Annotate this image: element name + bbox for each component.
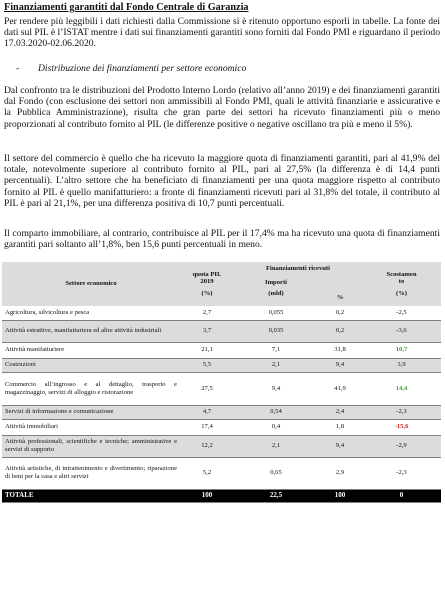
cell-pil: 27,5 — [201, 384, 213, 392]
subheading-text: Distribuzione dei finanziamenti per settore economico — [38, 63, 247, 74]
cell-pct: 31,8 — [334, 346, 346, 354]
cell-importi: 2,1 — [234, 358, 318, 372]
table-row — [2, 457, 441, 489]
table-row — [2, 419, 441, 435]
table-row — [2, 342, 441, 358]
paragraph-2: Il settore del commercio è quello che ha ricevuto la maggiore quota di finanziamenti garantiti, pari al 41,9% del totale, notevolmente superiore al contributo fornito al PIL, pari al 27,5% (la differenza è di 14,4 punti percentuali). L’altro settore che ha beneficiato di finanziamenti per una quota maggiore rispetto al contributo fornito al PIL è quello manifatturiero: a fronte di finanziamenti ricevuti pari al 31,8% del totale, il contributo al PIL è pari al 21,1%, per una differenza positiva di 10,7 punti percentuali. — [4, 153, 440, 209]
table-row — [2, 435, 441, 457]
header-importi-unit: (mld) — [234, 290, 318, 306]
header-importi: Importi — [234, 276, 318, 290]
table-row — [2, 320, 441, 342]
cell-sector: Commercio all’ingrosso e al dettaglio, trasporto e magazzinaggio, servizi di alloggio e ristorazione — [5, 380, 177, 396]
cell-scost: -2,9 — [362, 435, 441, 457]
total-row — [2, 489, 441, 502]
positive-deviation: 14,4 — [395, 384, 408, 392]
cell-pil: 5,5 — [180, 358, 234, 372]
cell-pil: 2,7 — [202, 308, 212, 316]
cell-scost — [362, 419, 441, 435]
header-sector: Settore economico — [2, 262, 180, 306]
table-row — [2, 405, 441, 419]
cell-pil: 21,1 — [201, 346, 213, 354]
table-row — [2, 306, 441, 320]
financing-table — [2, 262, 441, 503]
cell-importi: 7,1 — [271, 346, 281, 354]
cell-pct: 0,2 — [335, 308, 345, 316]
table-body — [2, 306, 441, 502]
cell-scost: -2,3 — [396, 469, 407, 477]
header-quota-pil-unit: (%) — [201, 289, 213, 297]
cell-sector: Attività professionali, scientifiche e tecniche; amministrative e servizi di supporto — [2, 435, 180, 457]
cell-sector: Attività estrattive, manifatturiera ed altre attività industriali — [2, 320, 180, 342]
negative-deviation: -15,6 — [394, 423, 409, 431]
cell-sector: Attività manifatturiere — [5, 346, 65, 354]
cell-scost: -3,6 — [362, 320, 441, 342]
cell-scost — [362, 372, 441, 405]
cell-pil: 5,2 — [202, 469, 212, 477]
cell-importi: 0,035 — [234, 320, 318, 342]
total-pil: 100 — [180, 489, 234, 502]
header-financing-group: Finanziamenti ricevuti — [234, 262, 362, 276]
cell-scost: -2,3 — [362, 405, 441, 419]
table-row — [2, 372, 441, 405]
cell-sector: Attività immobiliari — [5, 423, 58, 431]
cell-pil: 3,7 — [180, 320, 234, 342]
cell-pil: 4,7 — [180, 405, 234, 419]
section-title: Finanziamenti garantiti dal Fondo Centrale di Garanzia — [4, 2, 249, 13]
header-scostamento — [362, 262, 441, 306]
total-scost: 0 — [362, 489, 441, 502]
financing-table-wrapper — [2, 262, 441, 503]
cell-sector: Costruzioni — [2, 358, 180, 372]
cell-importi: 0,54 — [234, 405, 318, 419]
cell-scost: 3,9 — [362, 358, 441, 372]
cell-pct: 1,8 — [335, 423, 345, 431]
positive-deviation: 10,7 — [395, 346, 408, 354]
cell-sector: Agricoltura, silvicoltura e pesca — [5, 308, 90, 316]
header-quota-pil-label: quota PIL — [192, 270, 222, 278]
table-row — [2, 358, 441, 372]
total-label: TOTALE — [2, 489, 180, 502]
paragraph-3: Il comparto immobiliare, al contrario, contribuisce al PIL per il 17,4% ma ha ricevuto una quota di finanziamenti garantiti pari soltanto all’1,8%, ben 15,6 punti percentuali in meno. — [4, 228, 440, 251]
header-quota-pil-year: 2019 — [200, 278, 214, 286]
cell-sector: Servizi di informazione e comunicazione — [2, 405, 180, 419]
cell-scost: -2,5 — [396, 308, 407, 316]
cell-pil: 12,2 — [180, 435, 234, 457]
header-quota-pil — [180, 262, 234, 306]
cell-importi: 0,4 — [271, 423, 281, 431]
cell-importi: 2,1 — [234, 435, 318, 457]
paragraph-1: Dal confronto tra le distribuzioni del Prodotto Interno Lordo (relativo all’anno 2019) e dei finanziamenti garantiti dal Fondo (con esclusione dei settori non ammissibili al Fondo PMI, quali le attività finanziarie e assicurative e la Pubblica Amministrazione), risulta che gran parte dei settori ha ricevuto finanziamenti più o meno proporzionati al contributo fornito al PIL (le differenze positive o negative oscillano tra più e meno il 5%). — [4, 85, 440, 130]
cell-pct: 2,4 — [318, 405, 362, 419]
total-pct: 100 — [318, 489, 362, 502]
cell-sector: Attività artistiche, di intrattenimento e divertimento; riparazione di beni per la casa e altri servizi — [5, 465, 177, 480]
cell-importi: 0,65 — [270, 469, 282, 477]
cell-pil: 17,4 — [201, 423, 213, 431]
header-scost-label-2: to — [398, 278, 405, 286]
cell-pct: 9,4 — [318, 358, 362, 372]
cell-pct: 0,2 — [318, 320, 362, 342]
header-scost-label: Scostamen — [386, 270, 417, 278]
subheading-dash: - — [16, 63, 20, 74]
header-scost-unit: (%) — [396, 289, 407, 297]
header-percent: % — [318, 276, 362, 306]
cell-pct: 9,4 — [318, 435, 362, 457]
cell-scost — [362, 342, 441, 358]
cell-pct: 41,9 — [334, 384, 346, 392]
cell-importi: 0,055 — [268, 308, 284, 316]
intro-paragraph: Per rendere più leggibili i dati richiesti dalla Commissione si è ritenuto opportuno esporli in tabelle. La fonte dei dati sul PIL è l’ISTAT mentre i dati sui finanziamenti garantiti sono forniti dal Fondo PMI e riguardano il periodo 17.03.2020-02.06.2020. — [4, 16, 440, 50]
subheading — [16, 63, 246, 74]
cell-pct: 2,9 — [335, 469, 345, 477]
cell-importi: 9,4 — [271, 384, 281, 392]
total-importi: 22,5 — [234, 489, 318, 502]
